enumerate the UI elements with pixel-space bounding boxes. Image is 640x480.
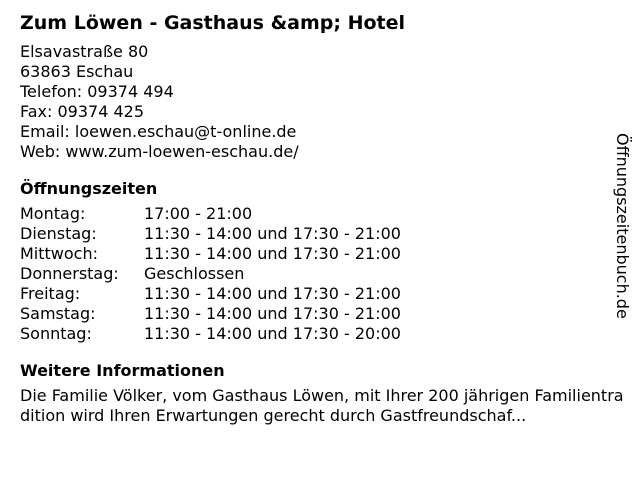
site-watermark: Öffnungszeitenbuch.de <box>613 133 632 319</box>
hours-time: 11:30 - 14:00 und 17:30 - 21:00 <box>144 244 401 263</box>
hours-row-friday <box>20 284 620 304</box>
more-info-text: Die Familie Völker, vom Gasthaus Löwen, mit Ihrer 200 jährigen Familientradition wird Ihren Erwartungen gerecht durch Gastfreundschaf... <box>20 386 624 425</box>
hours-day: Montag: <box>20 204 86 223</box>
hours-row-thursday <box>20 264 620 284</box>
more-info-heading: Weitere Informationen <box>20 361 225 380</box>
opening-hours-table <box>20 204 620 344</box>
hours-day: Samstag: <box>20 304 96 323</box>
website-url: Web: www.zum-loewen-eschau.de/ <box>20 142 299 161</box>
hours-row-wednesday <box>20 244 620 264</box>
hours-time: Geschlossen <box>144 264 245 283</box>
hours-day: Donnerstag: <box>20 264 119 283</box>
hours-time: 17:00 - 21:00 <box>144 204 253 223</box>
hours-row-monday <box>20 204 620 224</box>
email-address: Email: loewen.eschau@t-online.de <box>20 122 297 141</box>
hours-time: 11:30 - 14:00 und 17:30 - 21:00 <box>144 304 401 323</box>
hours-day: Mittwoch: <box>20 244 98 263</box>
street-address: Elsavastraße 80 <box>20 42 149 61</box>
hours-time: 11:30 - 14:00 und 17:30 - 21:00 <box>144 224 401 243</box>
hours-row-tuesday <box>20 224 620 244</box>
hours-row-sunday <box>20 324 620 344</box>
business-name: Zum Löwen - Gasthaus &amp; Hotel <box>20 12 406 34</box>
hours-day: Freitag: <box>20 284 81 303</box>
hours-time: 11:30 - 14:00 und 17:30 - 20:00 <box>144 324 401 343</box>
address-block <box>20 42 620 162</box>
hours-day: Dienstag: <box>20 224 97 243</box>
phone-number: Telefon: 09374 494 <box>20 82 174 101</box>
hours-row-saturday <box>20 304 620 324</box>
city-postcode: 63863 Eschau <box>20 62 134 81</box>
hours-day: Sonntag: <box>20 324 92 343</box>
opening-hours-heading: Öffnungszeiten <box>20 179 158 198</box>
hours-time: 11:30 - 14:00 und 17:30 - 21:00 <box>144 284 401 303</box>
fax-number: Fax: 09374 425 <box>20 102 145 121</box>
